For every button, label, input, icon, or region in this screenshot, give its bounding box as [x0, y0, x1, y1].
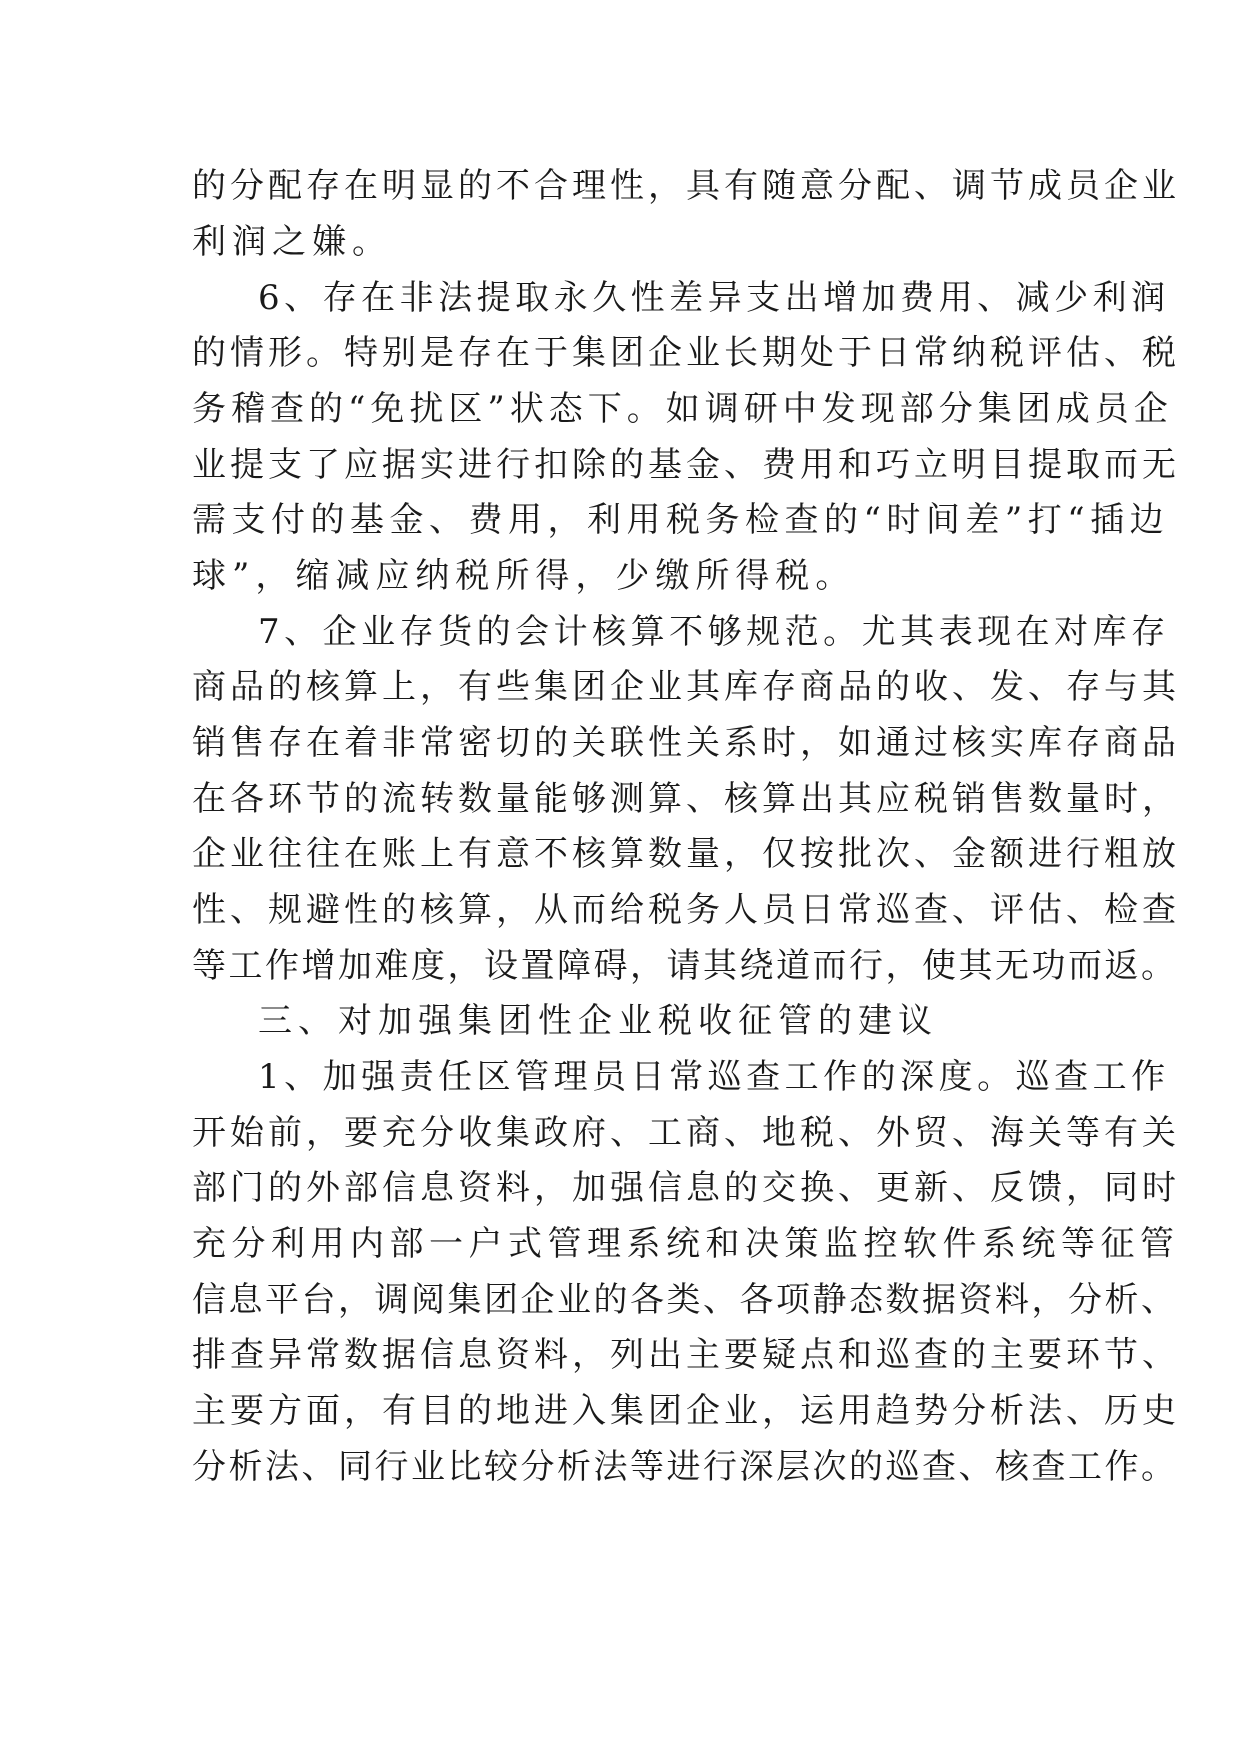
text-line: 分析法、同行业比较分析法等进行深层次的巡查、核查工作。: [192, 1447, 1178, 1487]
text-line: 信息平台，调阅集团企业的各类、各项静态数据资料，分析、: [192, 1280, 1178, 1320]
text-line: 的分配存在明显的不合理性，具有随意分配、调节成员企业: [192, 166, 1180, 206]
text-line: 部门的外部信息资料，加强信息的交换、更新、反馈，同时: [192, 1168, 1180, 1208]
paragraph-1-first-line: 1、加强责任区管理员日常巡查工作的深度。巡查工作: [258, 1057, 1170, 1097]
text-line: 球”，缩减应纳税所得，少缴所得税。: [192, 556, 856, 596]
text-line: 需支付的基金、费用，利用税务检查的“时间差”打“插边: [192, 500, 1170, 540]
paragraph-7-first-line: 7、企业存货的会计核算不够规范。尤其表现在对库存: [258, 612, 1170, 652]
text-line: 利润之嫌。: [192, 222, 392, 262]
text-line: 在各环节的流转数量能够测算、核算出其应税销售数量时，: [192, 779, 1180, 819]
text-line: 务稽查的“免扰区”状态下。如调研中发现部分集团成员企: [192, 389, 1173, 429]
text-line: 性、规避性的核算，从而给税务人员日常巡查、评估、检查: [192, 890, 1180, 930]
text-line: 主要方面，有目的地进入集团企业，运用趋势分析法、历史: [192, 1391, 1180, 1431]
text-line: 销售存在着非常密切的关联性关系时，如通过核实库存商品: [192, 723, 1180, 763]
text-line: 开始前，要充分收集政府、工商、地税、外贸、海关等有关: [192, 1113, 1180, 1153]
paragraph-6-first-line: 6、存在非法提取永久性差异支出增加费用、减少利润: [258, 278, 1170, 318]
text-line: 企业往往在账上有意不核算数量，仅按批次、金额进行粗放: [192, 834, 1180, 874]
text-line: 的情形。特别是存在于集团企业长期处于日常纳税评估、税: [192, 333, 1180, 373]
text-line: 等工作增加难度，设置障碍，请其绕道而行，使其无功而返。: [192, 946, 1178, 986]
text-line: 排查异常数据信息资料，列出主要疑点和巡查的主要环节、: [192, 1335, 1180, 1375]
text-line: 业提支了应据实进行扣除的基金、费用和巧立明目提取而无: [192, 445, 1180, 485]
text-line: 商品的核算上，有些集团企业其库存商品的收、发、存与其: [192, 667, 1180, 707]
section-heading: 三、对加强集团性企业税收征管的建议: [258, 1001, 938, 1041]
text-line: 充分利用内部一户式管理系统和决策监控软件系统等征管: [192, 1224, 1180, 1264]
